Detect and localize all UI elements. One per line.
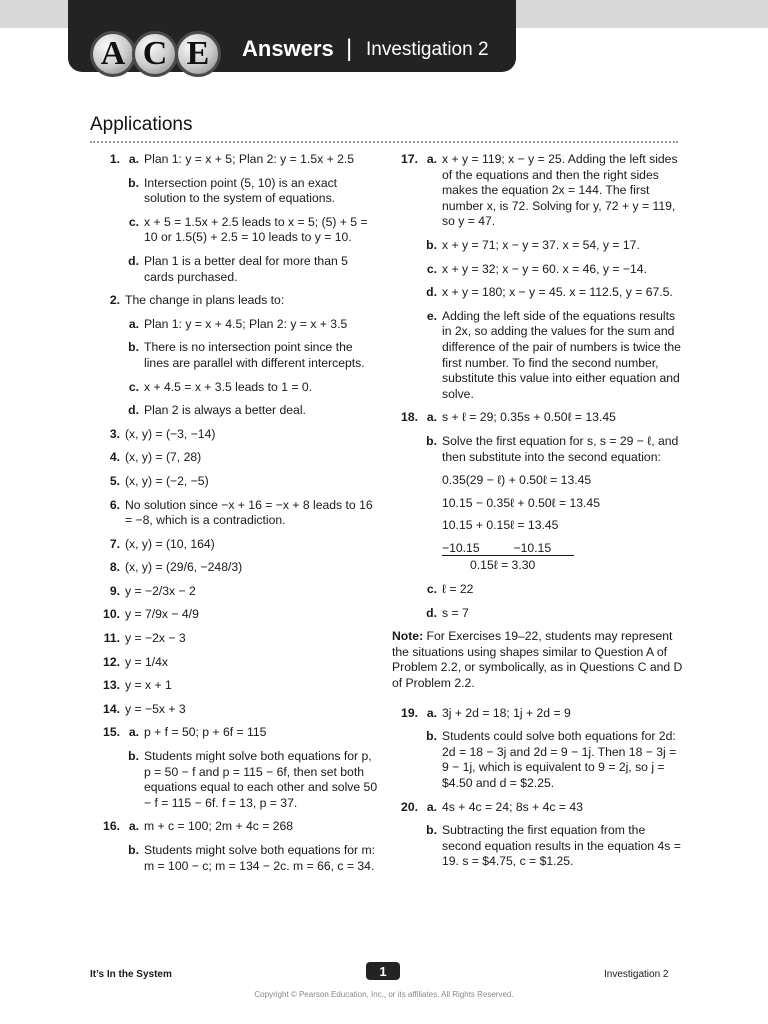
work-step-2: 10.15 − 0.35ℓ + 0.50ℓ = 13.45 (442, 495, 600, 510)
exercise-number: 12. (103, 654, 120, 669)
answer-text: p + f = 50; p + 6f = 115 (144, 725, 267, 740)
exercise-number: 3. (109, 426, 120, 441)
exercise-1a (125, 152, 380, 168)
footer-unit-title: It’s In the System (90, 969, 172, 980)
part-label: b. (426, 823, 437, 838)
answer-text: (x, y) = (−2, −5) (125, 473, 209, 488)
exercise-1b (125, 176, 380, 207)
part-label: a. (128, 152, 139, 166)
exercise-1d (125, 254, 380, 285)
part-label: c. (426, 261, 437, 276)
part-label: b. (426, 729, 437, 744)
answer-text: Students could solve both equations for 2d: 2d = 18 − 3j and 2d = 9 − 1j. Then 18 − 3j = 9 − 1j, which is equivalent to 9 = 2j, so j = $4.50 and d = $2.25. (442, 729, 677, 790)
exercise-number: 15. (103, 725, 120, 740)
part-label: a. (128, 725, 139, 740)
part-label: a. (426, 410, 437, 425)
exercise-number: 1. (109, 152, 120, 166)
exercise-6 (94, 498, 380, 529)
exercise-4 (94, 450, 380, 466)
part-label: c. (128, 379, 139, 394)
copyright-notice: Copyright © Pearson Education, Inc., or its affiliates. All Rights Reserved. (254, 990, 514, 999)
answer-text: y = 7/9x − 4/9 (125, 607, 199, 622)
section-title: Applications (90, 114, 193, 135)
exercise-15 (94, 725, 380, 811)
exercise-14 (94, 702, 380, 718)
part-label: c. (426, 582, 437, 597)
ace-logo-letter-a: A (90, 31, 136, 77)
exercise-number: 20. (401, 799, 418, 814)
work-step-5: 0.15ℓ = 3.30 (470, 558, 536, 573)
exercise-15a (125, 725, 380, 741)
exercise-number: 8. (109, 560, 120, 575)
note-text: For Exercises 19–22, students may represent the situations using shapes similar to Question A of Problem 2.2, or symbolically, as in Questions C and D of Problem 2.2. (392, 629, 683, 691)
footer-investigation: Investigation 2 (604, 969, 669, 980)
exercise-18d (423, 606, 684, 622)
exercise-17a (423, 152, 684, 230)
exercise-number: 9. (109, 583, 120, 598)
answer-text: y = x + 1 (125, 678, 172, 693)
exercise-12 (94, 655, 380, 671)
exercise-16b (125, 843, 380, 874)
page-number: 1 (366, 962, 400, 980)
work-step-3: 10.15 + 0.15ℓ = 13.45 (442, 518, 559, 533)
exercise-2a (125, 317, 380, 333)
exercise-number: 4. (109, 450, 120, 465)
exercise-1c (125, 215, 380, 246)
exercise-10 (94, 607, 380, 623)
answer-text: (x, y) = (−3, −14) (125, 426, 216, 441)
part-label: b. (426, 433, 437, 448)
exercise-13 (94, 678, 380, 694)
exercise-16a (125, 819, 380, 835)
ace-logo-letter-e: E (175, 31, 221, 77)
part-label: b. (128, 340, 139, 355)
exercise-11 (94, 631, 380, 647)
answer-text: Plan 1 is a better deal for more than 5 cards purchased. (144, 253, 348, 284)
exercise-number: 19. (401, 705, 418, 720)
header-investigation: Investigation 2 (366, 39, 489, 60)
exercise-8 (94, 560, 380, 576)
exercise-number: 11. (103, 631, 120, 646)
exercise-1 (94, 152, 380, 285)
exercise-number: 18. (401, 410, 418, 425)
answer-text: y = −5x + 3 (125, 701, 186, 716)
exercise-2d (125, 403, 380, 419)
exercise-number: 7. (109, 536, 120, 551)
exercise-15b (125, 749, 380, 811)
answer-text: x + y = 71; x − y = 37. x = 54, y = 17. (442, 237, 640, 252)
exercise-5 (94, 474, 380, 490)
answer-text: s + ℓ = 29; 0.35s + 0.50ℓ = 13.45 (442, 410, 616, 425)
note-paragraph (392, 629, 684, 691)
answer-text: x + y = 119; x − y = 25. Adding the left sides of the equations and then the right sides makes the equation 2x = 144. The first number x, is 72. Solving for y, 72 + y = 119, so y = 47. (442, 152, 678, 229)
answer-text: Plan 1: y = x + 4.5; Plan 2: y = x + 3.5 (144, 316, 348, 331)
exercise-number: 13. (103, 678, 120, 693)
answer-text: (x, y) = (10, 164) (125, 536, 215, 551)
work-step-4: −10.15 −10.15 (442, 540, 552, 555)
answer-text: Plan 1: y = x + 5; Plan 2: y = 1.5x + 2.5 (144, 152, 355, 166)
exercise-18a (423, 410, 684, 426)
part-label: b. (128, 843, 139, 857)
ace-logo-letter-c: C (132, 31, 178, 77)
answer-text: 4s + 4c = 24; 8s + 4c = 43 (442, 799, 583, 814)
answer-text: x + y = 32; x − y = 60. x = 46, y = −14. (442, 261, 647, 276)
exercise-20 (392, 800, 684, 870)
answer-text: 3j + 2d = 18; 1j + 2d = 9 (442, 705, 571, 720)
answer-text: Adding the left side of the equations results in 2x, so adding the values for the sum and difference of the pair of numbers is twice the first number. To find the second number, substitute this value into either equation and solve. (442, 308, 681, 401)
exercise-2b (125, 340, 380, 371)
part-label: a. (426, 705, 437, 720)
note-label: Note: (392, 629, 424, 644)
part-label: d. (426, 285, 437, 300)
exercise-17b (423, 238, 684, 254)
part-label: b. (128, 175, 139, 190)
part-label: a. (426, 152, 437, 166)
part-label: c. (128, 214, 139, 229)
answer-text: (x, y) = (29/6, −248/3) (125, 560, 243, 575)
part-label: a. (426, 799, 437, 814)
exercise-17e (423, 309, 684, 403)
header-title: Answers (242, 36, 334, 61)
work-step-1: 0.35(29 − ℓ) + 0.50ℓ = 13.45 (442, 473, 592, 488)
exercise-19 (392, 706, 684, 792)
exercise-2 (94, 293, 380, 419)
answer-text: m + c = 100; 2m + 4c = 268 (144, 819, 294, 834)
answer-text: ℓ = 22 (442, 582, 474, 597)
exercise-3 (94, 427, 380, 443)
exercise-16 (94, 819, 380, 874)
answer-text: s = 7 (442, 605, 469, 620)
right-column (392, 152, 684, 878)
exercise-20b (423, 823, 684, 870)
header-separator: | (346, 35, 353, 62)
part-label: b. (426, 237, 437, 252)
answer-text: No solution since −x + 16 = −x + 8 leads to 16 = −8, which is a contradiction. (125, 497, 373, 528)
answer-text: Students might solve both equations for m: m = 100 − c; m = 134 − 2c. m = 66, c = 34. (144, 843, 376, 873)
answer-text: y = −2/3x − 2 (125, 583, 196, 598)
work-steps (423, 473, 684, 574)
exercise-19b (423, 729, 684, 791)
exercise-number: 16. (103, 819, 120, 834)
exercise-number: 14. (103, 701, 120, 716)
answer-text: The change in plans leads to: (125, 293, 285, 308)
exercise-number: 6. (109, 497, 120, 512)
answer-text: y = −2x − 3 (125, 631, 186, 646)
part-label: a. (128, 819, 139, 834)
exercise-18c (423, 582, 684, 598)
part-label: d. (426, 605, 437, 620)
exercise-number: 10. (103, 607, 120, 622)
exercise-17d (423, 285, 684, 301)
exercise-18 (392, 410, 684, 621)
answer-text: (x, y) = (7, 28) (125, 450, 202, 465)
exercise-7 (94, 537, 380, 553)
exercise-number: 5. (109, 473, 120, 488)
exercise-17 (392, 152, 684, 402)
exercise-18b (423, 434, 684, 465)
exercise-9 (94, 584, 380, 600)
left-column (94, 152, 380, 882)
answer-text: Solve the first equation for s, s = 29 − ℓ, and then substitute into the second equation: (442, 433, 679, 464)
exercise-number: 2. (109, 293, 120, 308)
answer-text: Plan 2 is always a better deal. (144, 403, 306, 418)
answer-text: Subtracting the first equation from the second equation results in the equation 4s = 19. s = $4.75, c = $1.25. (442, 823, 681, 869)
exercise-19a (423, 706, 684, 722)
part-label: d. (128, 403, 139, 418)
exercise-number: 17. (401, 152, 418, 166)
answer-text: x + 5 = 1.5x + 2.5 leads to x = 5; (5) + 5 = 10 or 1.5(5) + 2.5 = 10 leads to y = 10. (144, 214, 368, 245)
exercise-2c (125, 380, 380, 396)
answer-text: x + y = 180; x − y = 45. x = 112.5, y = 67.5. (442, 285, 673, 300)
answer-text: There is no intersection point since the lines are parallel with different intercepts. (144, 340, 365, 370)
answer-text: Students might solve both equations for p, p = 50 − f and p = 115 − 6f, then set both equations equal to each other and solve 50 − f = 115 − 6f. f = 13, p = 37. (144, 749, 378, 810)
answer-text: x + 4.5 = x + 3.5 leads to 1 = 0. (144, 379, 313, 394)
part-label: b. (128, 749, 139, 764)
answer-text: Intersection point (5, 10) is an exact solution to the system of equations. (144, 175, 338, 206)
answer-text: y = 1/4x (125, 654, 169, 669)
dotted-divider (90, 141, 678, 143)
exercise-17c (423, 262, 684, 278)
exercise-20a (423, 800, 684, 816)
part-label: a. (128, 316, 139, 331)
part-label: e. (426, 308, 437, 323)
part-label: d. (128, 253, 139, 268)
